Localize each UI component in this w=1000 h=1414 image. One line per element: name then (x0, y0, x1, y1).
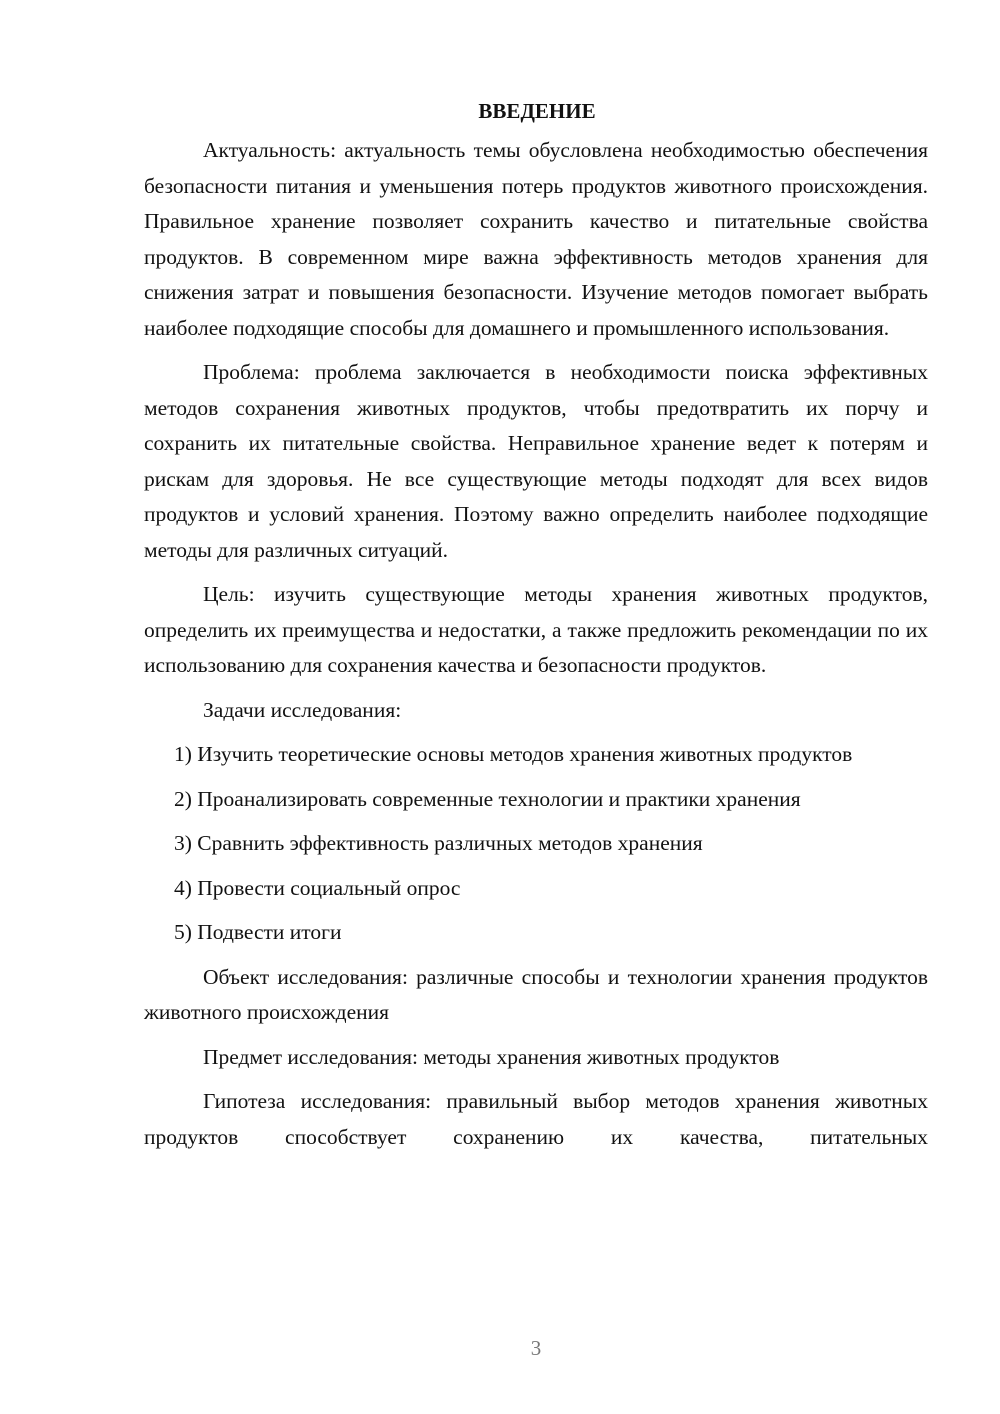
paragraph-hypothesis: Гипотеза исследования: правильный выбор методов хранения животных продуктов способствует сохранению их качества, питательных (144, 1089, 928, 1149)
page-content (144, 96, 928, 1164)
paragraph-problem: Проблема: проблема заключается в необходимости поиска эффективных методов сохранения животных продуктов, чтобы предотвратить их порчу и сохранить их питательные свойства. Неправильное хранение ведет к потерям и рискам для здоровья. Не все существующие методы подходят для всех видов продуктов и условий хранения. Поэтому важно определить наиболее подходящие методы для различных ситуаций. (144, 360, 928, 562)
section-title: ВВЕДЕНИЕ (478, 99, 596, 123)
task-item-1: 1) Изучить теоретические основы методов хранения животных продуктов (174, 742, 853, 766)
paragraph-object: Объект исследования: различные способы и технологии хранения продуктов животного происхождения (144, 964, 928, 1024)
task-item-2: 2) Проанализировать современные технологии и практики хранения (174, 786, 801, 811)
paragraph-goal: Цель: изучить существующие методы хранения животных продуктов, определить их преимущества и недостатки, а также предложить рекомендации по их использованию для сохранения качества и безопасности продуктов. (144, 582, 928, 677)
task-item-5: 5) Подвести итоги (174, 920, 342, 944)
paragraph-subject: Предмет исследования: методы хранения животных продуктов (203, 1044, 780, 1069)
page-number: 3 (530, 1336, 542, 1360)
tasks-heading: Задачи исследования: (203, 697, 402, 722)
task-item-3: 3) Сравнить эффективность различных методов хранения (174, 831, 703, 855)
task-item-4: 4) Провести социальный опрос (174, 875, 461, 900)
paragraph-relevance: Актуальность: актуальность темы обусловлена необходимостью обеспечения безопасности питания и уменьшения потерь продуктов животного происхождения. Правильное хранение позволяет сохранить качество и питательные свойства продуктов. В современном мире важна эффективность методов хранения для снижения затрат и повышения безопасности. Изучение методов помогает выбрать наиболее подходящие способы для домашнего и промышленного использования. (144, 138, 928, 340)
